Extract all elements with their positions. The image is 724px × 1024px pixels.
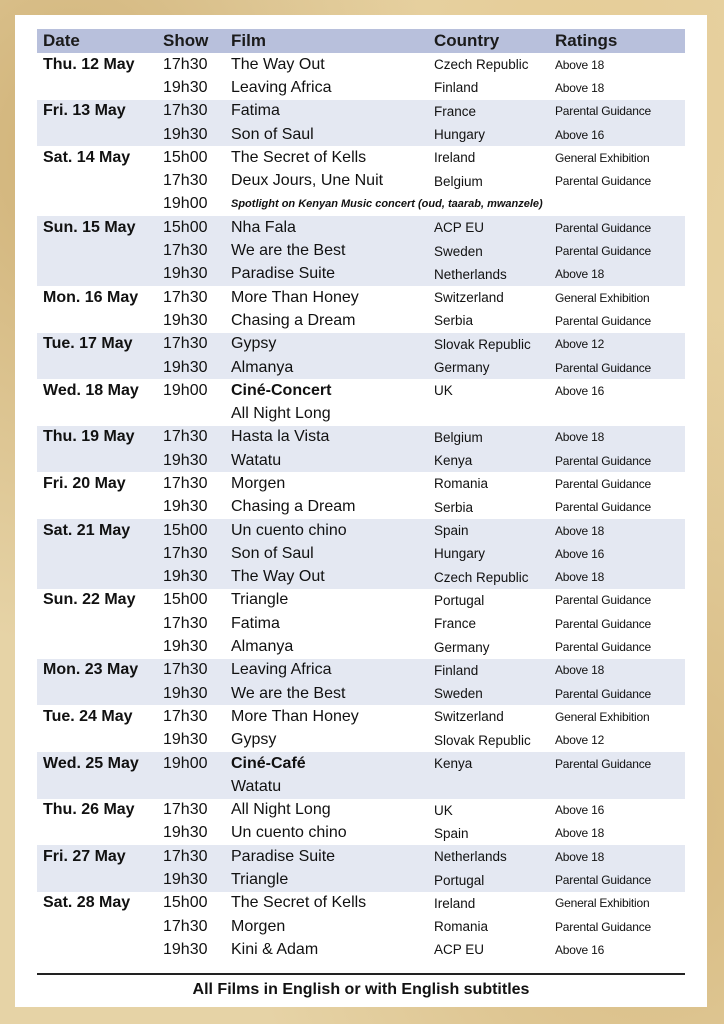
show-time: 17h30	[157, 426, 225, 449]
show-time: 19h00	[157, 752, 225, 775]
day-label	[37, 193, 157, 216]
header-show: Show	[157, 29, 225, 53]
film-title: Almanya	[225, 356, 428, 379]
show-time: 17h30	[163, 614, 208, 632]
film-title: Leaving Africa	[225, 659, 428, 682]
film-title: We are the Best	[225, 239, 428, 262]
day-label: Thu. 26 May	[43, 801, 135, 819]
schedule-row	[37, 169, 685, 192]
film-country: Portugal	[434, 592, 485, 608]
schedule-row	[37, 775, 685, 798]
show-time: 17h30	[163, 288, 208, 306]
film-rating: Parental Guidance	[549, 752, 685, 775]
film-rating: Parental Guidance	[555, 616, 651, 631]
show-time: 19h30	[157, 263, 225, 286]
schedule-row	[37, 216, 685, 239]
film-title: Gypsy	[231, 731, 277, 749]
schedule-row	[37, 752, 685, 775]
schedule-row	[37, 53, 685, 76]
film-rating: Above 16	[549, 542, 685, 565]
film-country: Germany	[434, 639, 490, 655]
day-label	[37, 612, 157, 635]
day-label: Sun. 15 May	[37, 216, 157, 239]
film-rating: Parental Guidance	[555, 919, 651, 934]
day-label: Sat. 14 May	[43, 148, 131, 166]
film-rating	[549, 402, 685, 425]
day-label: Thu. 19 May	[37, 426, 157, 449]
film-rating: Parental Guidance	[555, 500, 651, 515]
schedule-row	[37, 286, 685, 309]
film-rating: General Exhibition	[555, 709, 650, 724]
day-label	[37, 76, 157, 99]
film-rating: Above 18	[549, 519, 685, 542]
film-country: Sweden	[428, 239, 549, 262]
schedule-row	[37, 100, 685, 123]
schedule-row	[37, 519, 685, 542]
film-rating: Above 16	[549, 123, 685, 146]
film-rating: Above 16	[555, 942, 605, 957]
film-country: Switzerland	[434, 290, 504, 306]
schedule-row	[37, 263, 685, 286]
schedule-table	[37, 29, 685, 962]
day-label: Mon. 16 May	[43, 288, 139, 306]
film-country: Slovak Republic	[434, 732, 531, 748]
header-ratings: Ratings	[549, 29, 685, 53]
film-title: Deux Jours, Une Nuit	[231, 172, 384, 190]
day-label	[37, 402, 157, 425]
schedule-row	[37, 938, 685, 961]
show-time: 19h30	[163, 824, 208, 842]
schedule-row	[37, 892, 685, 915]
film-country: Hungary	[428, 123, 549, 146]
film-title: All Night Long	[231, 801, 331, 819]
film-country: Spain	[428, 519, 549, 542]
schedule-sheet	[15, 15, 707, 1007]
day-label	[37, 915, 157, 938]
day-label	[37, 309, 157, 332]
schedule-row	[37, 333, 685, 356]
film-title: Paradise Suite	[225, 845, 428, 868]
film-rating: Parental Guidance	[549, 682, 685, 705]
film-title: Un cuento chino	[225, 519, 428, 542]
show-time: 19h30	[157, 868, 225, 891]
film-title: Fatima	[231, 614, 280, 632]
film-country: Kenya	[428, 752, 549, 775]
film-title: All Night Long	[231, 405, 331, 423]
footer-rule	[37, 973, 685, 975]
show-time: 17h30	[163, 474, 208, 492]
day-label: Sat. 21 May	[37, 519, 157, 542]
film-title: Almanya	[231, 638, 294, 656]
schedule-row	[37, 402, 685, 425]
film-title: Kini & Adam	[231, 940, 319, 958]
film-country: Serbia	[434, 499, 474, 515]
schedule-row	[37, 682, 685, 705]
day-label	[37, 822, 157, 845]
film-rating: General Exhibition	[555, 290, 650, 305]
film-country: Germany	[428, 356, 549, 379]
film-country: Sweden	[428, 682, 549, 705]
film-rating: Above 18	[549, 263, 685, 286]
day-label: Fri. 13 May	[37, 100, 157, 123]
schedule-row	[37, 309, 685, 332]
film-title: We are the Best	[225, 682, 428, 705]
film-title: The Secret of Kells	[231, 148, 367, 166]
film-rating: Above 12	[555, 733, 605, 748]
film-country: Czech Republic	[434, 57, 529, 73]
film-title: Ciné-Café	[225, 752, 428, 775]
film-country: Ireland	[434, 150, 476, 166]
film-country: France	[434, 616, 477, 632]
day-label: Mon. 23 May	[37, 659, 157, 682]
day-label	[37, 566, 157, 589]
day-label	[37, 775, 157, 798]
schedule-row	[37, 123, 685, 146]
film-country: Kenya	[428, 449, 549, 472]
film-country: Netherlands	[428, 263, 549, 286]
film-title: Son of Saul	[225, 123, 428, 146]
film-title: Paradise Suite	[225, 263, 428, 286]
film-rating: Above 18	[549, 566, 685, 589]
film-rating: Above 16	[555, 803, 605, 818]
schedule-row	[37, 705, 685, 728]
schedule-row	[37, 822, 685, 845]
film-title: The Secret of Kells	[231, 894, 367, 912]
film-rating: Parental Guidance	[555, 640, 651, 655]
schedule-row	[37, 659, 685, 682]
day-label	[37, 496, 157, 519]
schedule-row	[37, 472, 685, 495]
film-title: Watatu	[225, 449, 428, 472]
film-rating: Parental Guidance	[549, 868, 685, 891]
film-country: ACP EU	[434, 942, 485, 958]
schedule-row	[37, 496, 685, 519]
day-label	[37, 169, 157, 192]
show-time: 19h30	[163, 78, 208, 96]
film-title: Fatima	[225, 100, 428, 123]
day-label: Fri. 20 May	[43, 474, 126, 492]
film-country: Spain	[434, 825, 469, 841]
film-country: Czech Republic	[428, 566, 549, 589]
day-label	[37, 263, 157, 286]
day-label	[37, 938, 157, 961]
schedule-row	[37, 612, 685, 635]
day-label	[37, 635, 157, 658]
day-label: Sun. 22 May	[43, 591, 136, 609]
schedule-row	[37, 845, 685, 868]
schedule-row	[37, 239, 685, 262]
show-time: 17h30	[157, 100, 225, 123]
film-title: Ciné-Concert	[231, 381, 332, 399]
film-rating: Parental Guidance	[549, 356, 685, 379]
film-country: Slovak Republic	[428, 333, 549, 356]
film-title: More Than Honey	[231, 707, 359, 725]
film-title: Chasing a Dream	[231, 311, 356, 329]
film-country: Ireland	[434, 895, 476, 911]
show-time	[157, 402, 225, 425]
film-rating: Parental Guidance	[555, 476, 651, 491]
show-time: 19h30	[163, 731, 208, 749]
show-time: 19h00	[163, 195, 208, 213]
film-country: Serbia	[434, 313, 474, 329]
film-rating: Above 18	[555, 57, 605, 72]
show-time: 17h30	[163, 172, 208, 190]
show-time: 19h30	[157, 566, 225, 589]
show-time: 17h30	[163, 917, 208, 935]
day-label: Fri. 27 May	[37, 845, 157, 868]
schedule-row	[37, 915, 685, 938]
day-label: Sat. 28 May	[43, 894, 131, 912]
show-time: 17h30	[157, 333, 225, 356]
film-rating: General Exhibition	[555, 896, 650, 911]
film-country: France	[428, 100, 549, 123]
film-title: The Way Out	[231, 55, 325, 73]
film-country	[428, 775, 549, 798]
film-country: Romania	[434, 476, 489, 492]
day-label: Wed. 18 May	[43, 381, 139, 399]
film-rating: Above 18	[549, 659, 685, 682]
film-country: Finland	[428, 659, 549, 682]
schedule-row	[37, 426, 685, 449]
show-time	[157, 775, 225, 798]
show-time: 15h00	[157, 519, 225, 542]
day-label: Thu. 12 May	[43, 55, 135, 73]
header-film: Film	[225, 29, 428, 53]
show-time: 19h30	[157, 356, 225, 379]
film-country: Belgium	[434, 173, 483, 189]
day-label	[37, 682, 157, 705]
day-label	[37, 123, 157, 146]
show-time: 19h30	[157, 449, 225, 472]
film-country: Netherlands	[428, 845, 549, 868]
schedule-row	[37, 635, 685, 658]
film-title: Un cuento chino	[231, 824, 347, 842]
show-time: 17h30	[157, 542, 225, 565]
film-rating: Parental Guidance	[549, 449, 685, 472]
show-time: 15h00	[163, 591, 208, 609]
film-title: Chasing a Dream	[231, 498, 356, 516]
film-rating: Parental Guidance	[549, 216, 685, 239]
schedule-row	[37, 449, 685, 472]
film-rating: Parental Guidance	[555, 313, 651, 328]
schedule-row	[37, 76, 685, 99]
film-title: Watatu	[225, 775, 428, 798]
film-rating: General Exhibition	[555, 150, 650, 165]
film-rating: Parental Guidance	[555, 593, 651, 608]
film-title: Leaving Africa	[231, 78, 332, 96]
day-label	[37, 449, 157, 472]
header-row	[37, 29, 685, 53]
film-title: The Way Out	[225, 566, 428, 589]
film-country: UK	[434, 802, 453, 818]
schedule-row	[37, 542, 685, 565]
day-label	[37, 542, 157, 565]
film-country: ACP EU	[428, 216, 549, 239]
show-time: 17h30	[157, 659, 225, 682]
film-country: Hungary	[428, 542, 549, 565]
film-title: Morgen	[231, 474, 286, 492]
film-title: Nha Fala	[225, 216, 428, 239]
film-title: Gypsy	[225, 333, 428, 356]
film-rating: Above 16	[555, 383, 605, 398]
day-label	[37, 868, 157, 891]
show-time: 19h30	[163, 638, 208, 656]
film-title: More Than Honey	[231, 288, 359, 306]
film-rating: Above 18	[549, 845, 685, 868]
schedule-row	[37, 868, 685, 891]
show-time: 19h30	[157, 123, 225, 146]
special-event: Spotlight on Kenyan Music concert (oud, taarab, mwanzele)	[231, 198, 543, 211]
film-rating: Above 18	[555, 80, 605, 95]
schedule-body	[37, 53, 685, 962]
film-title: Hasta la Vista	[225, 426, 428, 449]
film-rating: Above 12	[549, 333, 685, 356]
film-country	[428, 402, 549, 425]
footer-note: All Films in English or with English subtitles	[192, 981, 530, 998]
show-time: 19h30	[157, 682, 225, 705]
show-time: 19h30	[163, 940, 208, 958]
schedule-row	[37, 379, 685, 402]
show-time: 19h00	[163, 381, 208, 399]
schedule-row	[37, 193, 685, 216]
header-country: Country	[428, 29, 549, 53]
schedule-row	[37, 799, 685, 822]
film-rating: Above 18	[555, 826, 605, 841]
film-title: Son of Saul	[225, 542, 428, 565]
film-country: UK	[434, 383, 453, 399]
show-time: 17h30	[163, 55, 208, 73]
show-time: 17h30	[163, 707, 208, 725]
header-date: Date	[37, 29, 157, 53]
film-country: Finland	[434, 80, 479, 96]
film-country: Switzerland	[434, 709, 504, 725]
day-label	[37, 356, 157, 379]
show-time: 17h30	[157, 239, 225, 262]
show-time: 15h00	[163, 894, 208, 912]
film-rating: Parental Guidance	[555, 174, 651, 189]
film-rating: Parental Guidance	[549, 100, 685, 123]
day-label: Tue. 24 May	[43, 707, 133, 725]
film-rating: Above 18	[549, 426, 685, 449]
show-time: 17h30	[157, 845, 225, 868]
film-title: Morgen	[231, 917, 286, 935]
schedule-row	[37, 729, 685, 752]
show-time: 19h30	[163, 311, 208, 329]
film-rating	[549, 775, 685, 798]
film-country: Belgium	[428, 426, 549, 449]
film-rating: Parental Guidance	[549, 239, 685, 262]
film-country: Portugal	[428, 868, 549, 891]
film-country: Romania	[434, 919, 489, 935]
day-label: Wed. 25 May	[37, 752, 157, 775]
day-label	[37, 239, 157, 262]
film-title: Triangle	[225, 868, 428, 891]
show-time: 19h30	[163, 498, 208, 516]
day-label	[37, 729, 157, 752]
schedule-row	[37, 589, 685, 612]
schedule-row	[37, 146, 685, 169]
film-title: Triangle	[231, 591, 289, 609]
show-time: 17h30	[163, 801, 208, 819]
schedule-row	[37, 356, 685, 379]
schedule-row	[37, 566, 685, 589]
show-time: 15h00	[163, 148, 208, 166]
show-time: 15h00	[157, 216, 225, 239]
day-label: Tue. 17 May	[37, 333, 157, 356]
